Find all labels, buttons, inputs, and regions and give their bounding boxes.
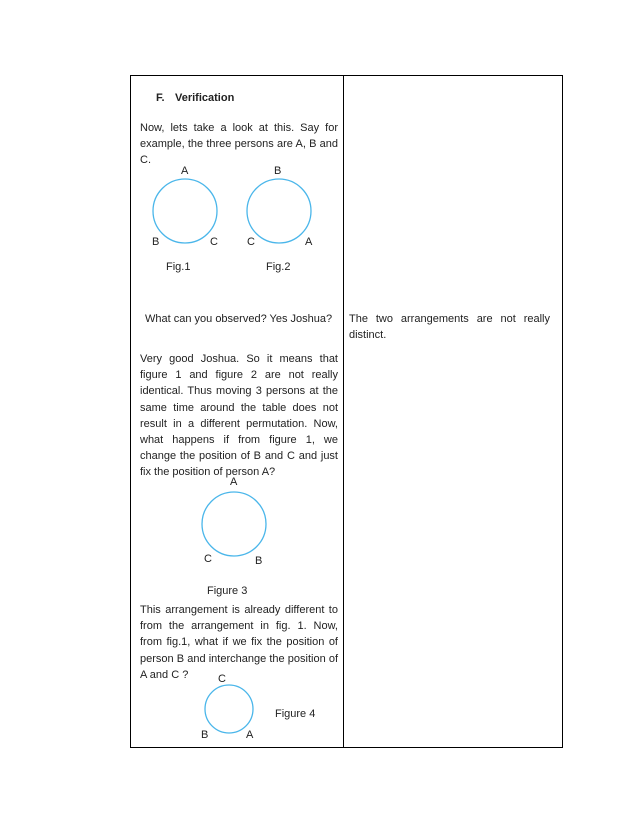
fig3-label-right: B bbox=[255, 555, 263, 567]
fig4-label-right: A bbox=[246, 729, 254, 741]
fig4-label-top: C bbox=[218, 673, 226, 685]
fig4-label-left: B bbox=[201, 729, 209, 741]
fig4-caption: Figure 4 bbox=[275, 708, 316, 720]
fig1-label-right: C bbox=[210, 236, 218, 248]
fig1-label-top: A bbox=[181, 165, 189, 177]
followup-paragraph: This arrangement is already different to from the arrangement in fig. 1. Now, from fig.1, what if we fix the position of person B and interchange the position of A and C ? bbox=[140, 604, 338, 681]
fig1-caption: Fig.1 bbox=[166, 261, 191, 273]
student-answer: The two arrangements are not really distinct. bbox=[349, 313, 550, 342]
section-label: F. bbox=[156, 92, 165, 104]
fig2-label-left: C bbox=[247, 236, 255, 248]
fig3-circle bbox=[199, 490, 269, 558]
fig2-caption: Fig.2 bbox=[266, 261, 291, 273]
fig3-label-top: A bbox=[230, 476, 238, 488]
intro-paragraph: Now, lets take a look at this. Say for example, the three persons are A, B and C. bbox=[140, 122, 338, 167]
column-divider bbox=[343, 75, 344, 748]
fig3-caption: Figure 3 bbox=[207, 585, 248, 597]
fig2-label-right: A bbox=[305, 236, 313, 248]
teacher-question: What can you observed? Yes Joshua? bbox=[145, 313, 333, 325]
fig3-label-left: C bbox=[204, 553, 212, 565]
explanation-paragraph: Very good Joshua. So it means that figure 1 and figure 2 are not really identical. Thus moving 3 persons at the same time around the table does not result in a different permutation. Now, what happens if from figure 1, we change the position of B and C and just fix the position of person A? bbox=[140, 353, 338, 479]
fig1-label-left: B bbox=[152, 236, 160, 248]
fig2-label-top: B bbox=[274, 165, 282, 177]
section-title: Verification bbox=[175, 92, 235, 104]
